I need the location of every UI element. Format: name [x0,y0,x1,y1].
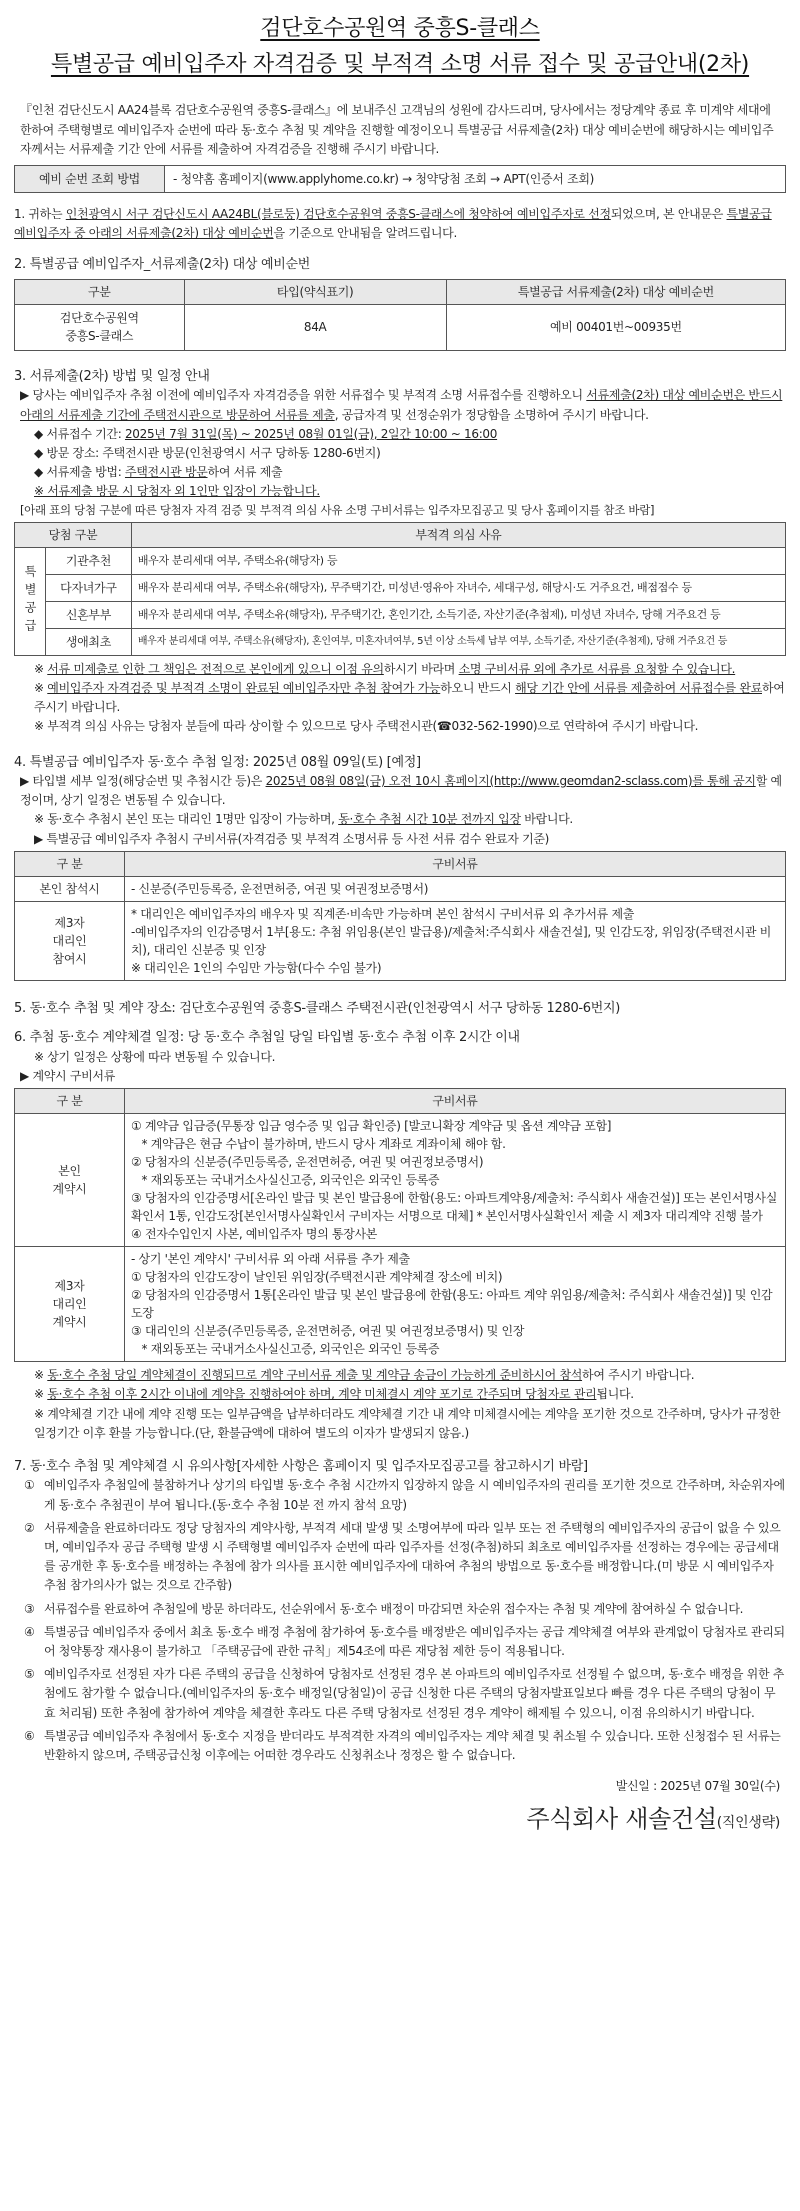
list-item: * 재외동포는 국내거소사실신고증, 외국인은 외국인 등록증 [131,1173,440,1188]
list-item: ② 서류제출을 완료하더라도 정당 당첨자의 계약사항, 부적격 세대 발생 및 소명여부에 따라 일부 또는 전 주택형의 예비입주자의 공급이 없을 수 있으며, 예비입주자 공급 주택형 발생 시 주택형별 예비입주자 순번에 따라 입주자를 선정(추첨)하되 최초로 예비입주자를 선정하는 경우에는 공급세대를 공개한 후 동·호수를 배정하는 추첨에 참가 의사를 표시한 예비입주자에 대하여 추첨의 방법으로 동·호수를 배정합니다.(미 방문 시 예비입주자 추첨 참가의사가 없는 것으로 간주함) [24,1520,781,1593]
table-cell: 배우자 분리세대 여부, 주택소유(해당자) 등 [131,547,785,574]
table-cell: 기관추천 [46,547,132,574]
table-cell: 예비 00401번~00935번 [446,304,785,350]
section-7-title: 7. 동·호수 추첨 및 계약체결 시 유의사항[자세한 사항은 홈페이지 및 입주자모집공고를 참고하시기 바람] [14,1458,588,1474]
contract-documents-table [14,1088,786,1362]
submission-period: ◆ 서류접수 기간: 2025년 7월 31일(목) ~ 2025년 08월 01일(금), 2일간 10:00 ~ 16:00 [34,426,498,441]
table-cell [125,1114,786,1247]
list-item: ① 당첨자의 인감도장이 날인된 위임장(주택전시관 계약체결 장소에 비치) [131,1270,503,1285]
table-cell: 배우자 분리세대 여부, 주택소유(해당자), 무주택기간, 혼인기간, 소득기준, 자산기준(추첨제), 미성년 자녀수, 당해 거주요건 등 [131,601,785,628]
list-item: ② 당첨자의 신분증(주민등록증, 운전면허증, 여권 및 여권정보증명서) [131,1155,484,1170]
intro-paragraph: 『인천 검단신도시 AA24블록 검단호수공원역 중흥S-클래스』에 보내주신 고객님의 성원에 감사드리며, 당사에서는 정당계약 종료 후 미계약 세대에 한하여 주택형별로 예비입주자 순번에 따라 동·호수 추첨 및 계약을 진행할 예정이오니 특별공급 서류제출(2차) 대상 예비순번에 해당하시는 예비입주자께서는 서류제출 기간 안에 서류를 제출하여 자격검증을 진행해 주시기 바랍니다. [20,103,774,156]
table-cell: 다자녀가구 [46,574,132,601]
section-6-subtitle: ▶ 계약시 구비서류 [20,1069,116,1084]
section-4-note: ※ 동·호수 추첨시 본인 또는 대리인 1명만 입장이 가능하며, 동·호수 추첨 시간 10분 전까지 입장 바랍니다. [34,812,573,827]
table-header: 타입(약식표기) [184,279,446,304]
list-item: ① 계약금 입금증(무통장 입금 영수증 및 입금 확인증) [발코니확장 계약금 및 옵션 계약금 포함] [131,1119,612,1134]
section-3-note-1: ※ 서류 미제출로 인한 그 책임은 전적으로 본인에게 있으니 이점 유의하시기 바라며 소명 구비서류 외에 추가로 서류를 요청할 수 있습니다. [34,661,736,676]
table-cell: 84A [184,304,446,350]
notice-list [14,1476,786,1765]
company-name: 주식회사 새솔건설(직인생략) [526,1805,780,1834]
table-cell: 배우자 분리세대 여부, 주택소유(해당자), 혼인여부, 미혼자녀여부, 5년 이상 소득세 납부 여부, 소득기준, 자산기준(추첨제), 당해 거주요건 등 [131,628,785,655]
section-2-title: 2. 특별공급 예비입주자_서류제출(2차) 대상 예비순번 [14,257,311,273]
table-cell: 검단호수공원역 중흥S-클래스 [15,304,185,350]
table-header: 구 분 [15,1089,125,1114]
table-cell: 생애최초 [46,628,132,655]
table-cell [125,1247,786,1362]
list-item: ① 예비입주자 추첨일에 불참하거나 상기의 타입별 동·호수 추첨 시간까지 입장하지 않을 시 예비입주자의 권리를 포기한 것으로 간주하며, 차순위자에게 동·호수 추첨권이 부여 됩니다.(동·호수 추첨 10분 전 까지 참석 요망) [24,1478,785,1512]
table-cell: 배우자 분리세대 여부, 주택소유(해당자), 무주택기간, 미성년·영유아 자녀수, 세대구성, 해당시·도 거주요건, 배점점수 등 [131,574,785,601]
list-item: ② 당첨자의 인감증명서 1통[온라인 발급 및 본인 발급용에 한함(용도: 아파트 계약 위임용/제출처: 주식회사 새솔건설)] 및 인감도장 [131,1288,773,1321]
visit-location: ◆ 방문 장소: 주택전시관 방문(인천광역시 서구 당하동 1280-6번지) [34,445,381,460]
section-3-note-2: ※ 예비입주자 자격검증 및 부적격 소명이 완료된 예비입주자만 추첨 참여가 가능하오니 반드시 해당 기간 안에 서류를 제출하여 서류접수를 완료하여 주시기 바랍니다. [34,681,785,715]
table-header: 부적격 의심 사유 [131,522,785,547]
table-header: 구분 [15,279,185,304]
section-6-note-2: ※ 동·호수 추첨 이후 2시간 이내에 계약을 진행하여야 하며, 계약 미체결시 계약 포기로 간주되며 당첨자로 관리됩니다. [34,1387,634,1402]
table-header: 구 분 [15,851,125,876]
lookup-method-table [14,165,786,193]
draw-documents-table [14,851,786,981]
list-item: - 상기 '본인 계약시' 구비서류 외 아래 서류를 추가 제출 [131,1252,410,1267]
table-header: 구비서류 [125,851,786,876]
section-6-note-1: ※ 동·호수 추첨 당일 계약체결이 진행되므로 계약 구비서류 제출 및 계약금 송금이 가능하게 준비하시어 참석하여 주시기 바랍니다. [34,1368,695,1383]
lookup-value: - 청약홈 홈페이지(www.applyhome.co.kr) → 청약당첨 조회 → APT(인증서 조회) [165,165,786,192]
list-item: * 재외동포는 국내거소사실신고증, 외국인은 외국인 등록증 [131,1342,440,1357]
section-4-subtitle: ▶ 특별공급 예비입주자 추첨시 구비서류(자격검증 및 부적격 소명서류 등 사전 서류 검수 완료자 기준) [34,831,550,846]
ineligibility-table [14,522,786,656]
table-cell: 제3자 대리인 참여시 [15,901,125,980]
document-title-main: 특별공급 예비입주자 자격검증 및 부적격 소명 서류 접수 및 공급안내(2차) [50,51,750,77]
reference-note: [아래 표의 당첨 구분에 따른 당첨자 자격 검증 및 부적격 의심 사유 소명 구비서류는 입주자모집공고 및 당사 홈페이지를 참조 바람] [20,503,655,518]
section-6-note-3: ※ 계약체결 기간 내에 계약 진행 또는 일부금액을 납부하더라도 계약체결 기간 내 계약 미체결시에는 계약을 포기한 것으로 간주하며, 당사가 규정한 일정기간 이후 환불 가능합니다.(단, 환불금액에 대하여 별도의 이자가 발생되지 않음.) [34,1406,781,1440]
table-header: 구비서류 [125,1089,786,1114]
table-cell: 본인 계약시 [15,1114,125,1247]
list-item: ⑥ 특별공급 예비입주자 추첨에서 동·호수 지정을 받더라도 부적격한 자격의 예비입주자는 계약 체결 및 취소될 수 있습니다. 또한 신청접수 된 서류는 반환하지 않으며, 주택공급신청 이후에는 어떠한 경우라도 신청취소나 정정은 할 수 없습니다. [24,1728,781,1762]
table-cell: * 대리인은 예비입주자의 배우자 및 직계존·비속만 가능하며 본인 참석시 구비서류 외 추가서류 제출 -예비입주자의 인감증명서 1부[용도: 추첨 위임용(본인 발급용)/제출처:주식회사 새솔건설], 및 인감도장, 위임장(주택전시관 비치), 대리인 신분증 및 인장 ※ 대리인은 1인의 수임만 가능함(다수 수임 불가) [125,901,786,980]
list-item: ③ 당첨자의 인감증명서[온라인 발급 및 본인 발급용에 한함(용도: 아파트계약용/제출처: 주식회사 새솔건설)] 또는 본인서명사실확인서 1통, 인감도장[본인서명사실확인서 구비자는 서명으로 대체] * 본인서명사실확인서 제출 시 제3자 대리계약 진행 불가 [131,1191,777,1224]
section-3-paragraph: ▶ 당사는 예비입주자 추첨 이전에 예비입주자 자격검증을 위한 서류접수 및 부적격 소명 서류접수를 진행하오니 서류제출(2차) 대상 예비순번은 반드시 아래의 서류제출 기간에 주택전시관으로 방문하여 서류를 제출, 공급자격 및 선정순위가 정당함을 소명하여 주시기 바랍니다. [20,388,783,422]
list-item: ③ 대리인의 신분증(주민등록증, 운전면허증, 여권 및 여권정보증명서) 및 인장 [131,1324,525,1339]
section-5-title: 5. 동·호수 추첨 및 계약 장소: 검단호수공원역 중흥S-클래스 주택전시관(인천광역시 서구 당하동 1280-6번지) [14,1000,621,1016]
table-header: 특별공급 서류제출(2차) 대상 예비순번 [446,279,785,304]
list-item: ③ 서류접수를 완료하여 추첨일에 방문 하더라도, 선순위에서 동·호수 배정이 마감되면 차순위 접수자는 추첨 및 계약에 참여하실 수 없습니다. [24,1601,744,1616]
section-6-title: 6. 추첨 동·호수 계약체결 일정: 당 동·호수 추첨일 당일 타입별 동·호수 추첨 이후 2시간 이내 [14,1030,520,1046]
section-3-note-3: ※ 부적격 의심 사유는 당첨자 분들에 따라 상이할 수 있으므로 당사 주택전시관(☎032-562-1990)으로 연락하여 주시기 바랍니다. [34,719,699,734]
table-cell: 본인 참석시 [15,876,125,901]
section-4-title: 4. 특별공급 예비입주자 동·호수 추첨 일정: 2025년 08월 09일(토) [예정] [14,754,421,770]
list-item: ④ 특별공급 예비입주자 중에서 최초 동·호수 배정 추첨에 참가하여 동·호수를 배정받은 예비입주자는 공급 계약체결 여부와 관계없이 당첨자로 관리되어 청약통장 재사용이 불가하고 「주택공급에 관한 규칙」제54조에 따른 재당첨 제한 등이 적용됩니다. [24,1624,785,1658]
reserve-number-table [14,279,786,351]
list-item: ④ 전자수입인지 사본, 예비입주자 명의 통장사본 [131,1227,378,1242]
lookup-label: 예비 순번 조회 방법 [15,165,165,192]
section-1: 1. 귀하는 인천광역시 서구 검단신도시 AA24BL(블로둥) 검단호수공원역 중흥S-클래스에 청약하여 예비입주자로 선정되었으며, 본 안내문은 특별공급 예비입주자 중 아래의 서류제출(2차) 대상 예비순번을 기준으로 안내됨을 알려드립니다. [14,206,772,241]
seal-note: (직인생략) [716,1815,780,1832]
section-3-title: 3. 서류제출(2차) 방법 및 일정 안내 [14,368,210,384]
table-cell: 제3자 대리인 계약시 [15,1247,125,1362]
table-header: 당첨 구분 [15,522,132,547]
submission-method: ◆ 서류제출 방법: 주택전시관 방문하여 서류 제출 [34,465,283,480]
list-item: ⑤ 예비입주자로 선정된 자가 다른 주택의 공급을 신청하여 당첨자로 선정된 경우 본 아파트의 예비입주자로 선정될 수 없으며, 동·호수 배정을 위한 추첨에도 참가할 수 없습니다.(예비입주자의 동·호수 배정일(당첨일)이 공급 신청한 다른 주택의 당첨자발표일보다 빠를 경우 다른 주택의 당첨이 무효 처리됨) 또한 추첨에 참가하여 계약을 체결한 후라도 다른 주택 당첨자로 선정된 경우 계약이 해제될 수 있으니, 이점 유의하시기 바랍니다. [24,1667,785,1720]
list-item: * 계약금은 현금 수납이 불가하며, 반드시 당사 계좌로 계좌이체 해야 함. [131,1137,506,1152]
issue-date: 발신일 : 2025년 07월 30일(수) [615,1779,780,1794]
section-6-note: ※ 상기 일정은 상황에 따라 변동될 수 있습니다. [34,1049,276,1064]
table-cell: - 신분증(주민등록증, 운전면허증, 여권 및 여권정보증명서) [125,876,786,901]
table-cell: 신혼부부 [46,601,132,628]
document-title-project: 검단호수공원역 중흥S-클래스 [260,16,540,41]
visit-note: ※ 서류제출 방문 시 당첨자 외 1인만 입장이 가능합니다. [34,484,320,499]
special-supply-label: 특별공급 [15,547,46,655]
section-4-paragraph: ▶ 타입별 세부 일정(해당순번 및 추첨시간 등)은 2025년 08월 08일(금) 오전 10시 홈페이지(http://www.geomdan2-sclass.com)를 통해 공지할 예정이며, 상기 일정은 변동될 수 있습니다. [20,774,782,808]
